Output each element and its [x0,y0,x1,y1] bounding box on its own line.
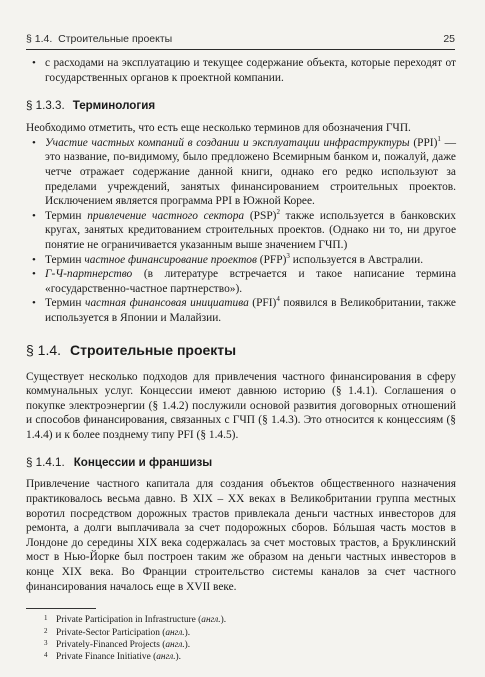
page-body [26,56,456,664]
list-item: • Термин частная финансовая инициатива (PFI)$^4$ появился в Великобритании, также используется в Японии и Малайзии. [26,296,456,325]
list-item: • Термин частное финансирование проектов (PFP)$^3$ используется в Австралии. [26,253,456,268]
footnote-rule [26,608,96,609]
terminology-list [26,136,456,326]
subsection-paragraph: Привлечение частного капитала для создания объектов общественного назначения практиковалось весьма давно. В XIX – XX веках в Великобритании группа местных воротил посредством дорожных трастов привлекала деньги частных инвесторов для ремонта, а долги выплачивала за счет подорожных сборов. Бóльшая часть мостов в Лондоне до середины XIX века содержалась за счет мостовых трастов, а Бруклинский мост в Нью-Йорке был построен таким же образом на деньги частных инвесторов в конце XIX века. Во Франции строительство системы каналов за счет частного финансирования началось еще в XVII веке. [26,478,456,593]
section-heading [26,342,456,358]
list-item: • с расходами на эксплуатацию и текущее содержание объекта, которые переходят от государственных органов к проектной компании. [26,56,456,85]
section-paragraph: Существует несколько подходов для привлечения частного финансирования в сферу коммунальных услуг. Концессии имеют давнюю историю (§ 1.4.1). Соглашения о покупке электроэнергии (§ 1.4.2) послужили основой развития договорных отношений и способов финансирования, связанных с ГЧП (§ 1.4.3). Это относится к концессиям (§ 1.4.4) и к более позднему типу PFI (§ 1.4.5). [26,370,456,441]
heading-number: § 1.4.1. [26,456,65,470]
footnote: 2 Private-Sector Participation (англ.). [44,626,191,638]
heading-number: § 1.4. [26,341,62,358]
running-head-title [26,33,172,45]
running-head [26,33,455,50]
heading-title: Терминология [72,99,156,113]
running-head-section-title: Строительные проекты [58,33,173,45]
heading-title: Концессии и франшизы [73,456,213,470]
subsection-heading [26,456,456,469]
footnote: 4 Private Finance Initiative (англ.). [44,651,182,663]
continued-bullet-list [26,56,456,85]
footnotes [26,614,456,664]
footnote: 3 Privately-Financed Projects (англ.). [44,639,191,651]
footnote-ref: 2 [276,207,280,216]
terminology-heading [26,99,456,112]
page-number: 25 [443,33,455,45]
list-item: • Участие частных компаний в создании и эксплуатации инфраструктуры (PPI)$^1$ — это название, по-видимому, было предложено Всемирным банком и, пожалуй, даже четче отражает содержание данной книги, однако его редко используют за пределами учреждений, занятых финансированием строительных проектов. Исключением является программа PPI в Южной Корее. [26,136,456,209]
terminology-intro: Необходимо отметить, что есть еще несколько терминов для обозначения ГЧП. [26,122,411,135]
footnote: 1 Private Participation in Infrastructure (англ.). [44,614,227,626]
heading-title: Строительные проекты [70,341,237,358]
list-item: • Термин привлечение частного сектора (PSP)$^2$ также используется в банковских кругах, занятых кредитованием строительных проектов. (Однако ни то, ни другое понятие не ограничивается указанным выше значением ГЧП.) [26,209,456,253]
footnote-ref: 4 [276,295,280,304]
footnote-ref: 1 [437,134,441,143]
running-head-section-number: § 1.4. [26,33,53,45]
list-item: • Г-Ч-партнерство (в литературе встречается и такое написание термина «государственно-частное партнерство»). [26,267,456,296]
heading-number: § 1.3.3. [26,99,65,113]
footnote-ref: 3 [286,251,290,260]
